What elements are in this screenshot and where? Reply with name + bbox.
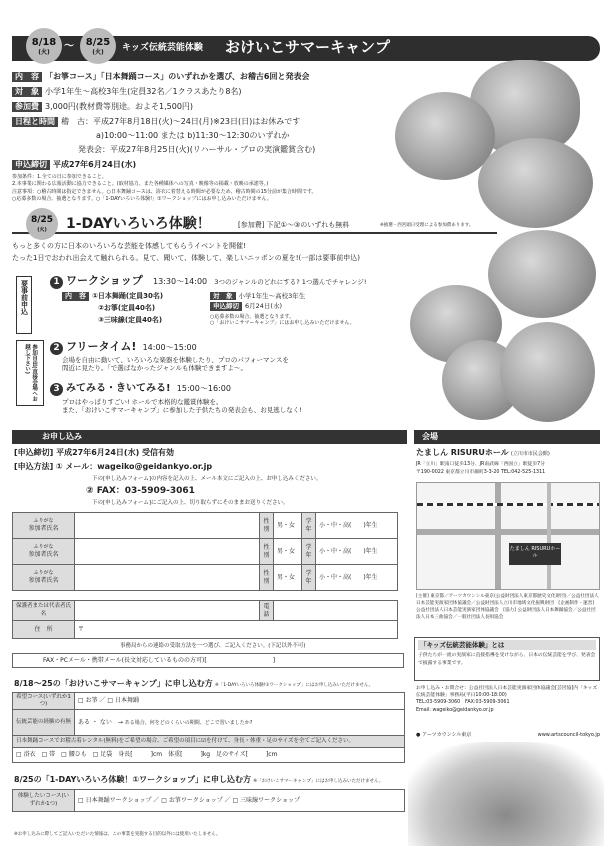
summer-note: 注意事項：○稽古時間は指定できません。○日本舞踊コースは、浴衣に着替える時間が必要なため、稽古時間の15分前が集合時間です。 (12, 188, 317, 195)
summer-fee: 3,000円(教材費等別途。およそ1,500円) (45, 102, 194, 111)
page-title: おけいこサマーキャンプ (225, 38, 391, 56)
council-url[interactable]: www.artscouncil-tokyo.jp (537, 732, 600, 738)
inquiry-text: お申し込み・お問合せ：公益社団法人日本芸能実演家団体協議会[芸団協]内「キッズ伝統芸能体験」事務局(平日10:00-18:00) (416, 686, 598, 699)
date-badge-end (80, 28, 116, 64)
date-end: 8/25 (85, 36, 111, 48)
map-rail (417, 503, 600, 506)
rental-note: 日本舞踊コースでお稽古着レンタル(無料)をご希望の場合、ご希望の項目に☑を付けて、身長・体重・足のサイズを全てご記入ください。 (13, 736, 405, 748)
venue-map[interactable] (416, 482, 600, 590)
date-start-day: (火) (38, 48, 50, 56)
apply-fax-note: 下の[申し込みフォーム]にご記入の上、切り取らずにそのままお送りください。 (92, 500, 289, 506)
participant-row (13, 565, 398, 591)
inquiry-email[interactable]: Email: wageiko@geidankyo.or.jp (416, 707, 494, 713)
date-end-day: (火) (92, 48, 104, 56)
rental-items[interactable]: □ 浴衣 □ 帯 □ 腰ひも □ 足袋 身長[ ]cm 体重[ ]kg 足のサイズ[ ]cm (13, 748, 405, 763)
oneday-apply-note: ※「おけいこサマーキャンプ」にはお申し込みいただけません。 (253, 779, 384, 784)
workshop-number: 1 (50, 276, 63, 289)
summer-fee-tag: 参加費 (12, 102, 42, 112)
council-name: アーツカウンシル東京 (421, 732, 472, 738)
workshop-deadline-tag: 申込締切 (210, 302, 242, 310)
phone-label: 電話 (260, 601, 274, 621)
freetime-desc-1: 会場を自由に動いて、いろいろな楽器を体験したり、プロのパフォーマンスを (62, 356, 289, 364)
experience-field[interactable] (75, 710, 405, 736)
experience-options[interactable]: ある ・ ない → (78, 718, 123, 726)
about-title: 「キッズ伝統芸能体験」とは (418, 640, 596, 650)
summer-schedule-2: a)10:00〜11:00 または b)11:30〜12:30のいずれか (96, 131, 290, 140)
council-logo (416, 732, 471, 739)
photo-group-kids (408, 742, 604, 846)
photo-dancer-2 (395, 92, 495, 180)
venue-name-row (416, 448, 550, 458)
watch-number: 3 (50, 383, 63, 396)
oneday-apply-title: 8/25の「1-DAYいろいろ体験！①ワークショップ」に申し込む方 (14, 775, 251, 784)
workshop-heading (50, 274, 366, 289)
summer-schedule-3: 発表会：平成27年8月25日(火)(リハーサル・プロの実演鑑賞含む) (78, 145, 316, 154)
venue-name-note: (立川市市民会館) (510, 451, 550, 457)
participant-label (13, 539, 75, 565)
sex-field[interactable]: 男・女 (274, 565, 302, 591)
watch-desc-1: プロはやっぱりすごい! ホールで本格的な鑑賞体験を。 (62, 398, 223, 406)
summer-deadline-tag: 申込締切 (12, 160, 50, 170)
apply-fax: ② FAX：03-5909-3061 (86, 486, 195, 496)
participant-table (12, 512, 398, 591)
oneday-date-day: (火) (37, 226, 47, 233)
map-road (417, 529, 600, 535)
address-field[interactable]: 〒 (75, 621, 398, 639)
workshop-target-tag: 対 象 (210, 292, 236, 300)
summer-note: 2.本事業に関わる広報活動に協力できること。(取材協力、また各種媒体への写真・映像等の掲載・放映の承諾等。) (12, 181, 269, 188)
watch-desc (62, 398, 302, 415)
summer-apply-table (12, 692, 405, 763)
sex-label: 性別 (260, 513, 274, 539)
workshop-desc: 3つのジャンルのどれにする? 1つ選んでチャレンジ! (214, 278, 367, 286)
summer-deadline: 平成27年6月24日(水) (53, 160, 137, 169)
summer-deadline-row (12, 160, 136, 170)
participant-row (13, 539, 398, 565)
apply-method-row (14, 462, 212, 472)
workshop-target: 小学1年生〜高校3年生 (238, 292, 306, 300)
course-label: 希望コース(いずれか1つ) (13, 693, 75, 710)
oneday-fee: [参加費] 下記①〜③のいずれも無料 (238, 221, 350, 229)
freetime-heading (50, 340, 197, 355)
sex-field[interactable]: 男・女 (274, 513, 302, 539)
participant-row (13, 513, 398, 539)
contact-field[interactable]: FAX・PCメール・携帯メール(長文対応しているものの方可)[ ] (12, 653, 404, 668)
map-road (495, 483, 501, 590)
experience-note: ある場合、何をどのくらいの期間、どこで習いましたか? (124, 719, 253, 726)
summer-fee-row (12, 102, 193, 112)
date-tilde: 〜 (64, 41, 74, 52)
participant-label (13, 513, 75, 539)
workshop-note: ○応募多数の場合、抽選となります。 (210, 313, 294, 320)
label-free-box (16, 340, 44, 406)
phone-field[interactable] (274, 601, 398, 621)
sex-field[interactable]: 男・女 (274, 539, 302, 565)
furigana-label: ふりがな (33, 518, 54, 525)
council-row (416, 732, 600, 739)
workshop-item: ①日本舞踊(定員30名) (92, 292, 164, 300)
about-box (414, 637, 600, 681)
furigana-label: ふりがな (33, 570, 54, 577)
summer-content-row (12, 72, 309, 82)
header-prefix: キッズ伝統芸能体験 (122, 43, 203, 53)
summer-target-row (12, 87, 242, 97)
freetime-number: 2 (50, 342, 63, 355)
participant-name-field[interactable] (75, 565, 260, 591)
label-required-box (16, 276, 32, 334)
summer-note: ○応募多数の場合、抽選となります。○「1-DAYいろいろ体験!」①ワークショップにはお申し込みいただけません。 (12, 195, 272, 202)
grade-label: 学年 (302, 539, 316, 565)
oneday-intro-1: もっと多くの方に日本のいろいろな芸能を体感してもらうイベントを開催! (12, 242, 246, 250)
apply-header-text: お申し込み (42, 432, 82, 441)
freetime-desc (62, 356, 289, 373)
summer-apply-title: 8/18〜25の「おけいこサマーキャンプ」に申し込む方 (14, 679, 213, 688)
workshop-deadline: 6月24日(水) (245, 302, 282, 311)
workshop-item: ③三味線(定員40名) (98, 316, 163, 325)
apply-method-tag: [申込方法] (14, 462, 54, 471)
participant-label (13, 565, 75, 591)
inquiry-block (416, 685, 600, 714)
workshop-item: ②お箏(定員40名) (98, 304, 156, 313)
summer-apply-note: ※「1-DAYいろいろ体験!①ワークショップ」にはお申し込みいただけません。 (215, 683, 374, 688)
contact-note: 事務局からの連絡の受取方法を一つ選び、ご記入ください。(下記以外不可) (120, 643, 306, 649)
about-text: 子供たちが一流の実演家に直接指導を受けながら、日本の伝統芸能を学び、発表会で披露する事業です。 (418, 653, 596, 666)
inquiry-tel: TEL:03-5909-3060 FAX:03-5909-3061 (416, 700, 510, 706)
summer-target-tag: 対 象 (12, 87, 42, 97)
summer-schedule-tag: 日程と時間 (12, 117, 58, 127)
map-road (547, 483, 551, 590)
workshop-details (210, 292, 355, 327)
map-venue-label: たましん RISURUホール (509, 546, 561, 559)
summer-note: 参加条件：1.全ての日に参加できること。 (12, 174, 107, 180)
venue-credits: [主催] 東京都／アーツカウンシル東京(公益財団法人東京都歴史文化財団)／公益社団法人日本芸能実演家団体協議会／公益財団法人立川市地域文化振興財団 [企画制作・運営] 公益社団法人日本芸能実演家団体協議会 [協力] 公益財団法人日本舞踊協会／公益社団法人日本三曲協会／一般社団法人長唄協会 (416, 594, 599, 620)
summer-target: 小学1年生〜高校3年生(定員32名／1クラスあたり8名) (45, 87, 242, 96)
ws-course-options[interactable]: □ 日本舞踊ワークショップ ／ □ お箏ワークショップ ／ □ 三味線ワークショップ (75, 790, 405, 812)
workshop-note: ○「おけいこサマーキャンプ」にはお申し込みいただけません。 (210, 320, 355, 327)
experience-label: 伝統芸能の経験の有無 (13, 710, 75, 736)
furigana-label: ふりがな (33, 544, 54, 551)
watch-title: みてみる・きいてみる! (66, 383, 171, 394)
workshop-content (62, 292, 163, 325)
privacy-note: ※お申し込みに際してご記入いただいた情報は、この事業を実施する目的以外には使用いたしません。 (14, 832, 221, 837)
venue-header-text: 会場 (422, 432, 438, 441)
watch-time: 15:00〜16:00 (176, 384, 231, 393)
photo-koto-player (478, 138, 593, 228)
workshop-title: ワークショップ (66, 274, 143, 287)
venue-header (414, 430, 600, 444)
oneday-apply-table (12, 789, 405, 812)
sex-label: 性別 (260, 539, 274, 565)
venue-name: たましん RISURUホール (416, 448, 509, 457)
freetime-time: 14:00〜15:00 (142, 343, 197, 352)
label-free: 参加自由(直接会場へお越し下さい) (24, 344, 38, 402)
oneday-date-badge (26, 208, 58, 240)
label-required: 要事前申込 (20, 280, 29, 315)
oneday-apply-heading (14, 775, 383, 785)
participant-name-label: 参加者氏名 (28, 550, 59, 558)
council-circle-icon: ● (416, 732, 421, 738)
apply-deadline: [申込締切] 平成27年6月24日(水) 受信有効 (14, 448, 175, 457)
summer-content: 「お箏コース」「日本舞踊コース」のいずれかを選び、お稽古6回と発表会 (45, 72, 310, 81)
course-options[interactable]: □ お箏 ／ □ 日本舞踊 (75, 693, 405, 710)
sex-label: 性別 (260, 565, 274, 591)
grade-field[interactable]: 小・中・高( )年生 (316, 565, 398, 591)
apply-email[interactable]: ① メール：wageiko@geidankyo.or.jp (55, 462, 213, 471)
apply-email-note: 下の[申し込みフォーム]の内容を記入の上、メール本文にご記入の上、お申し込みください。 (92, 476, 322, 482)
summer-apply-heading (14, 679, 373, 689)
oneday-intro-2: たった1日でおわれ出会えて触れられる。見て、聞いて、体験して、楽しいニッポンの夏を!(一部は要事前申込) (12, 254, 361, 262)
date-badge-start (26, 28, 62, 64)
watch-heading (50, 382, 231, 396)
participant-name-label: 参加者氏名 (28, 524, 59, 532)
workshop-content-tag: 内 容 (62, 292, 89, 301)
freetime-desc-2: 間近に見たり。「で選ばなかったジャンルも体験できますよ〜。 (62, 364, 247, 373)
date-start: 8/18 (31, 36, 57, 48)
freetime-title: フリータイム! (66, 340, 137, 353)
grade-field[interactable]: 小・中・高( )年生 (316, 513, 398, 539)
guardian-label: 保護者または代表者氏名 (13, 601, 75, 621)
photo-flute-girl (500, 322, 595, 422)
oneday-title: 1-DAYいろいろ体験！ (66, 216, 211, 232)
oneday-fee-note: ※抽選・西宮頭日受理による参加費あります。 (380, 223, 474, 228)
address-label: 住 所 (13, 621, 75, 639)
summer-schedule-1: 稽 古：平成27年8月18日(火)〜24日(月)※23日(日)はお休みです (61, 117, 301, 126)
map-venue-marker (509, 543, 561, 565)
ws-course-label: 体験したいコース(いずれか1つ) (13, 790, 75, 812)
apply-header (12, 430, 407, 444)
summer-content-tag: 内 容 (12, 72, 42, 82)
summer-notes (12, 174, 317, 203)
summer-schedule-row (12, 117, 300, 127)
participant-name-field[interactable] (75, 539, 260, 565)
guardian-field[interactable] (75, 601, 260, 621)
venue-access-1: JR「立川」駅南口徒歩13分、JR南武線「西国立」駅徒歩7分 (416, 462, 545, 467)
photo-shamisen (488, 230, 596, 318)
grade-label: 学年 (302, 513, 316, 539)
workshop-time: 13:30〜14:00 (153, 277, 208, 286)
grade-label: 学年 (302, 565, 316, 591)
participant-name-label: 参加者氏名 (28, 576, 59, 584)
participant-name-field[interactable] (75, 513, 260, 539)
grade-field[interactable]: 小・中・高( )年生 (316, 539, 398, 565)
oneday-date: 8/25 (30, 214, 54, 225)
watch-desc-2: また、「おけいこサマーキャンプ」に参加した子供たちの発表会も、お見逃しなく! (62, 406, 302, 415)
guardian-table (12, 600, 398, 639)
venue-access-2: 〒190-0022 東京都立川市錦町3-3-20 TEL:042-525-1311 (416, 470, 546, 475)
